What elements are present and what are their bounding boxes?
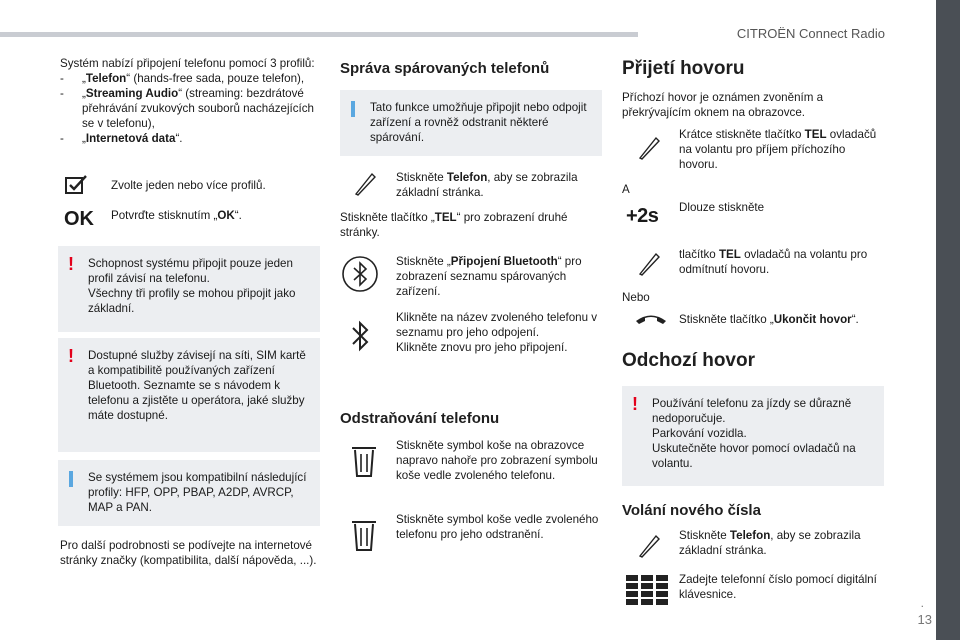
column-1 [60,56,322,146]
step-text: Stiskněte symbol koše vedle zvoleného telefonu pro jeho odstranění. [396,513,599,541]
intro-text: Příchozí hovor je oznámen zvoněním a překrývajícím oknem na obrazovce. [622,91,824,119]
keypad-icon [626,575,668,605]
bluetooth-icon [346,318,374,354]
step-text: Stiskněte tlačítko „Ukončit hovor“. [679,313,859,326]
header-title: CITROËN Connect Radio [736,26,885,41]
outro-text: Pro další podrobnosti se podívejte na internetové stránky značky (kompatibilita, další nápověda, ...). [60,539,317,567]
warning-box [58,246,320,332]
list-item: - „Streaming Audio“ (streaming: bezdrátové přehrávání zvukových souborů nacházejících se v telefonu), [60,87,315,130]
warning-icon: ! [68,254,74,274]
section-subtitle: Odstraňování telefonu [340,410,500,427]
side-bar [936,0,960,640]
step-text: Zadejte telefonní číslo pomocí digitální klávesnice. [679,573,877,601]
step-text: Dlouze stiskněte [679,201,765,214]
step-confirm-text: Potvrďte stisknutím „OK“. [111,209,242,222]
section-subtitle: Volání nového čísla [622,502,761,519]
warning-text: Používání telefonu za jízdy se důrazně nedoporučuje. Parkování vozidla. Uskutečněte hovor pomocí ovladačů na volantu. [652,397,856,470]
page-number: 13 [917,612,932,627]
list-item: - „Telefon“ (hands-free sada, pouze telefon), [60,72,305,85]
section-title: Správa spárovaných telefonů [340,60,550,77]
step-text: tlačítko TEL ovladačů na volantu pro odmítnutí hovoru. [679,248,868,276]
warning-box [622,386,884,486]
step-text: Stiskněte Telefon, aby se zobrazila základní stránka. [396,171,578,199]
trash-icon [350,518,378,552]
info-box [58,460,320,526]
info-text: Tato funkce umožňuje připojit nebo odpojit zařízení a rovněž odstranit některé spárování. [370,101,587,144]
section-title: Přijetí hovoru [622,58,745,79]
list-item: - „Internetová data“. [60,132,183,145]
step-text: Stiskněte tlačítko „TEL“ pro zobrazení druhé stránky. [340,211,568,239]
press-icon [636,134,662,160]
press-icon [636,532,662,558]
warning-box [58,338,320,452]
warning-text: Schopnost systému připojit pouze jeden profil závisí na telefonu. Všechny tři profily se mohou připojit jako základní. [88,257,296,315]
step-select-text: Zvolte jeden nebo více profilů. [111,179,266,192]
section-title: Odchozí hovor [622,350,755,371]
step-text: Stiskněte symbol koše na obrazovce napravo nahoře pro zobrazení symbolu koše vedle zvoleného telefonu. [396,439,598,482]
bluetooth-circle-icon [340,254,380,294]
step-text: Krátce stiskněte tlačítko TEL ovladačů na volantu pro příjem příchozího hovoru. [679,128,877,171]
checkbox-icon [64,174,90,196]
ok-icon: OK [64,208,94,230]
page-dot: . [920,596,924,610]
a-label: A [622,183,630,196]
info-text: Se systémem jsou kompatibilní následující profily: HFP, OPP, PBAP, A2DP, AVRCP, MAP a PAN. [88,471,307,514]
warning-icon: ! [632,394,638,414]
hang-up-icon [634,312,668,326]
step-text: Klikněte na název zvoleného telefonu v seznamu pro jeho odpojení. Klikněte znovu pro jeho připojení. [396,311,598,354]
or-label: Nebo [622,291,650,304]
hold-2s-icon: +2s [626,205,659,227]
profile-list [60,71,322,146]
header-rule [0,32,638,37]
warning-icon: ! [68,346,74,366]
press-icon [636,250,662,276]
intro-text: Systém nabízí připojení telefonu pomocí 3 profilů: [60,57,315,70]
info-box [340,90,602,156]
step-text: Stiskněte Telefon, aby se zobrazila základní stránka. [679,529,861,557]
trash-icon [350,444,378,478]
step-text: Stiskněte „Připojení Bluetooth“ pro zobrazení seznamu spárovaných zařízení. [396,255,582,298]
info-icon [69,471,73,487]
warning-text: Dostupné služby závisejí na síti, SIM kartě a kompatibilitě používaných zařízení Bluetooth. Seznamte se s návodem k telefonu a zjistěte u operátora, jaké služby máte dostupné. [88,349,306,422]
press-icon [352,170,378,196]
info-icon [351,101,355,117]
